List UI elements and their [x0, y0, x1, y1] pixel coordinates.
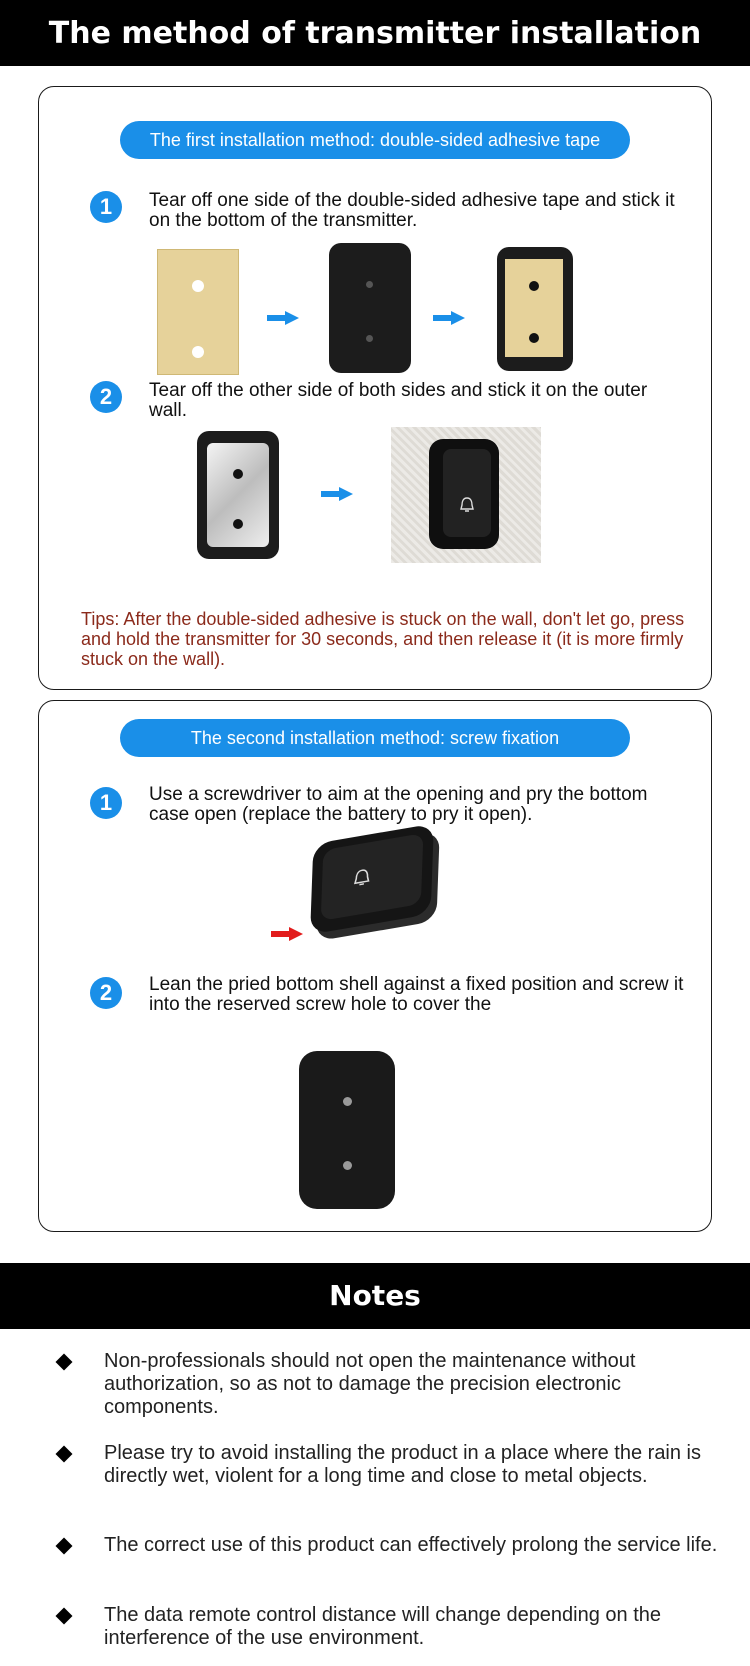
- wall-mounted-image: [391, 427, 541, 563]
- transmitter-face: [443, 449, 491, 537]
- note-text: The data remote control distance will change depending on the interference of the use environment.: [104, 1604, 662, 1649]
- arrow-right-icon: [433, 311, 465, 325]
- page-title: The method of transmitter installation: [0, 0, 750, 66]
- step-1-text: Tear off one side of the double-sided adhesive tape and stick it on the bottom of the transmitter.: [149, 190, 675, 231]
- tape-hole-top: [233, 469, 243, 479]
- transmitter-pry-image: [310, 823, 434, 934]
- step-1-badge: 1: [90, 787, 122, 819]
- diamond-bullet-icon: [56, 1608, 73, 1625]
- screw-top: [343, 1097, 352, 1106]
- transmitter-back-image: [329, 243, 411, 373]
- bell-icon: [350, 865, 373, 890]
- notes-title: Notes: [0, 1263, 750, 1329]
- bell-icon: [457, 495, 477, 515]
- transmitter-silver-tape-image: [197, 431, 279, 559]
- mounted-transmitter: [429, 439, 499, 549]
- adhesive-method-card: [38, 86, 712, 690]
- attached-tape: [505, 259, 563, 357]
- tape-hole-bottom: [529, 333, 539, 343]
- screw-method-pill: The second installation method: screw fixation: [120, 719, 630, 757]
- tape-hole-top: [192, 280, 204, 292]
- step-2-badge: 2: [90, 977, 122, 1009]
- transmitter-face: [321, 833, 424, 921]
- adhesive-tape-image: [157, 249, 239, 375]
- bottom-shell-image: [299, 1051, 395, 1209]
- note-text: The correct use of this product can effectively prolong the service life.: [104, 1534, 718, 1556]
- screw-hole-top: [366, 281, 373, 288]
- screw-method-card: [38, 700, 712, 1232]
- transmitter-with-tape-image: [497, 247, 573, 371]
- arrow-right-icon: [267, 311, 299, 325]
- step-1-badge: 1: [90, 191, 122, 223]
- diamond-bullet-icon: [56, 1538, 73, 1555]
- tape-hole-top: [529, 281, 539, 291]
- step-2-text: Lean the pried bottom shell against a fixed position and screw it into the reserved screw hole to cover the: [149, 974, 684, 1015]
- tape-hole-bottom: [233, 519, 243, 529]
- tips-text: Tips: After the double-sided adhesive is stuck on the wall, don't let go, press and hold the transmitter for 30 seconds, and then release it (it is more firmly stuck on the wall).: [81, 609, 685, 669]
- screw-bottom: [343, 1161, 352, 1170]
- step-2-text: Tear off the other side of both sides and stick it on the outer wall.: [149, 380, 648, 421]
- tape-hole-bottom: [192, 346, 204, 358]
- note-text: Please try to avoid installing the product in a place where the rain is directly wet, violent for a long time and close to metal objects.: [104, 1442, 702, 1487]
- note-text: Non-professionals should not open the maintenance without authorization, so as not to damage the precision electronic components.: [104, 1350, 636, 1418]
- silver-tape: [207, 443, 269, 547]
- diamond-bullet-icon: [56, 1446, 73, 1463]
- diamond-bullet-icon: [56, 1354, 73, 1371]
- adhesive-method-pill: The first installation method: double-sided adhesive tape: [120, 121, 630, 159]
- screw-hole-bottom: [366, 335, 373, 342]
- red-arrow-icon: [271, 927, 303, 941]
- step-1-text: Use a screwdriver to aim at the opening and pry the bottom case open (replace the battery to pry it open).: [149, 784, 648, 825]
- arrow-right-icon: [321, 487, 353, 501]
- step-2-badge: 2: [90, 381, 122, 413]
